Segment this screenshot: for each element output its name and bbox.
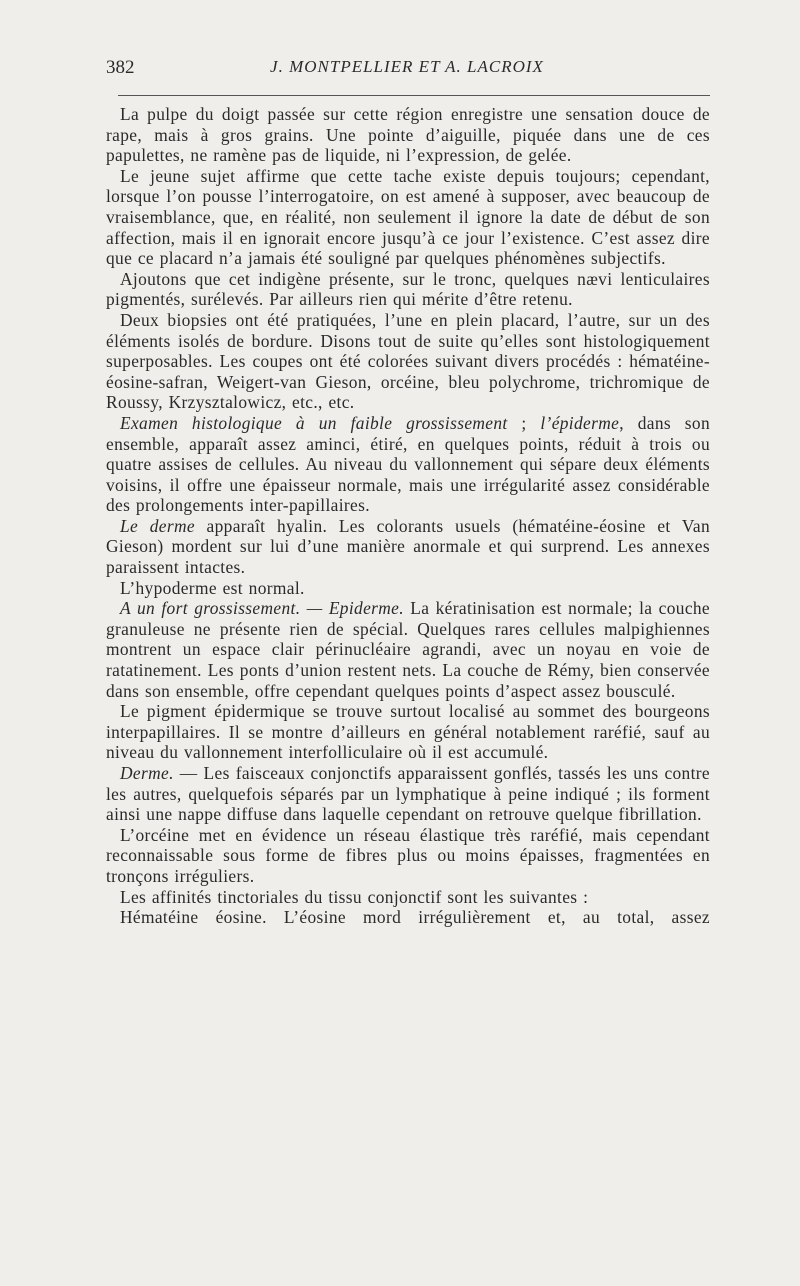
text-run: ; [507, 412, 541, 433]
paragraph [106, 516, 710, 578]
paragraph [106, 269, 710, 310]
body-text [106, 104, 710, 928]
paragraph [106, 701, 710, 763]
text-run: Le pigment épidermique se trouve surtout localisé au sommet des bourgeons interpapillaires. Il se montre d’ailleurs en général notablement raréfié, sauf au niveau du vallonnement interfolliculaire où il est accumulé. [106, 701, 710, 763]
italic-text: Derme. [120, 763, 174, 783]
page-header [106, 57, 708, 81]
paragraph [106, 825, 710, 887]
paragraph [106, 104, 710, 166]
page-number: 382 [106, 57, 135, 78]
italic-text: A un fort grossissement. — Epiderme. [120, 598, 404, 619]
italic-text: Examen histologique à un faible grossissement [120, 412, 508, 433]
paragraph [106, 310, 710, 413]
paragraph [106, 166, 710, 269]
text-run: , dans son ensemble, apparaît assez aminci, étiré, en quelques points, réduit à trois ou quatre assises de cellules. Au niveau du vallonnement qui sépare deux éléments voisins, il offre une épaisseur normale, mais une irrégularité assez considérable des prolongements inter-papillaires. [106, 412, 710, 516]
paragraph [106, 907, 710, 928]
text-run: Les affinités tinctoriales du tissu conjonctif sont les suivantes : [120, 886, 589, 907]
text-run: Ajoutons que cet indigène présente, sur le tronc, quelques nævi lenticulaires pigmentés, surélevés. Par ailleurs rien qui mérite d’être retenu. [106, 268, 710, 310]
text-run: La kératinisation est normale; la couche granuleuse ne présente rien de spécial. Quelques rares cellules malpighiennes montrent un espace clair périnucléaire agrandi, avec un noyau en voie de ratatinement. Les ponts d’union restent nets. La couche de Rémy, bien conservée dans son ensemble, offre cependant quelques points d’aspect assez bousculé. [106, 598, 710, 701]
italic-text: Le derme [120, 515, 195, 536]
paragraph [106, 598, 710, 701]
text-run: Le jeune sujet affirme que cette tache existe depuis toujours; cependant, lorsque l’on pousse l’interrogatoire, on est amené à supposer, avec beaucoup de vraisemblance, que, en réalité, non seulement il ignore la date de début de son affection, mais il en ignorait encore jusqu’à ce jour l’existence. C’est assez dire que ce placard n’a jamais été souligné par quelques phénomènes subjectifs. [106, 165, 710, 269]
text-run: L’orcéine met en évidence un réseau élastique très raréfié, mais cependant reconnaissable sous forme de fibres plus ou moins épaisses, fragmentées en tronçons irréguliers. [106, 824, 710, 886]
header-rule [118, 95, 710, 96]
running-title: J. MONTPELLIER ET A. LACROIX [270, 57, 544, 76]
paragraph [106, 763, 710, 825]
paragraph [106, 578, 710, 599]
italic-text: l’épiderme [540, 412, 620, 433]
text-run: — Les faisceaux conjonctifs apparaissent gonflés, tassés les uns contre les autres, quelquefois séparés par un lymphatique à peine indiqué ; ils forment ainsi une nappe diffuse dans laquelle cependant on retrouve quelque fibrillation. [106, 763, 710, 825]
text-run: L’hypoderme est normal. [120, 577, 305, 598]
text-run: Deux biopsies ont été pratiquées, l’une en plein placard, l’autre, sur un des éléments isolés de bordure. Disons tout de suite qu’elles sont histologiquement superposables. Les coupes ont été colorées suivant divers procédés : hématéine-éosine-safran, Weigert-van Gieson, orcéine, bleu polychrome, trichromique de Roussy, Krzysztalowicz, etc., etc. [106, 309, 710, 413]
text-run: apparaît hyalin. Les colorants usuels (hématéine-éosine et Van Gieson) mordent sur lui d’une manière anormale et qui surprend. Les annexes paraissent intactes. [106, 515, 710, 578]
text-run: Hématéine éosine. L’éosine mord irrégulièrement et, au total, assez [120, 907, 710, 928]
paragraph [106, 887, 710, 908]
text-run: La pulpe du doigt passée sur cette région enregistre une sensation douce de rape, mais à gros grains. Une pointe d’aiguille, piquée dans une de ces papulettes, ne ramène pas de liquide, ni l’expression, de gelée. [106, 104, 710, 166]
paragraph [106, 413, 710, 516]
